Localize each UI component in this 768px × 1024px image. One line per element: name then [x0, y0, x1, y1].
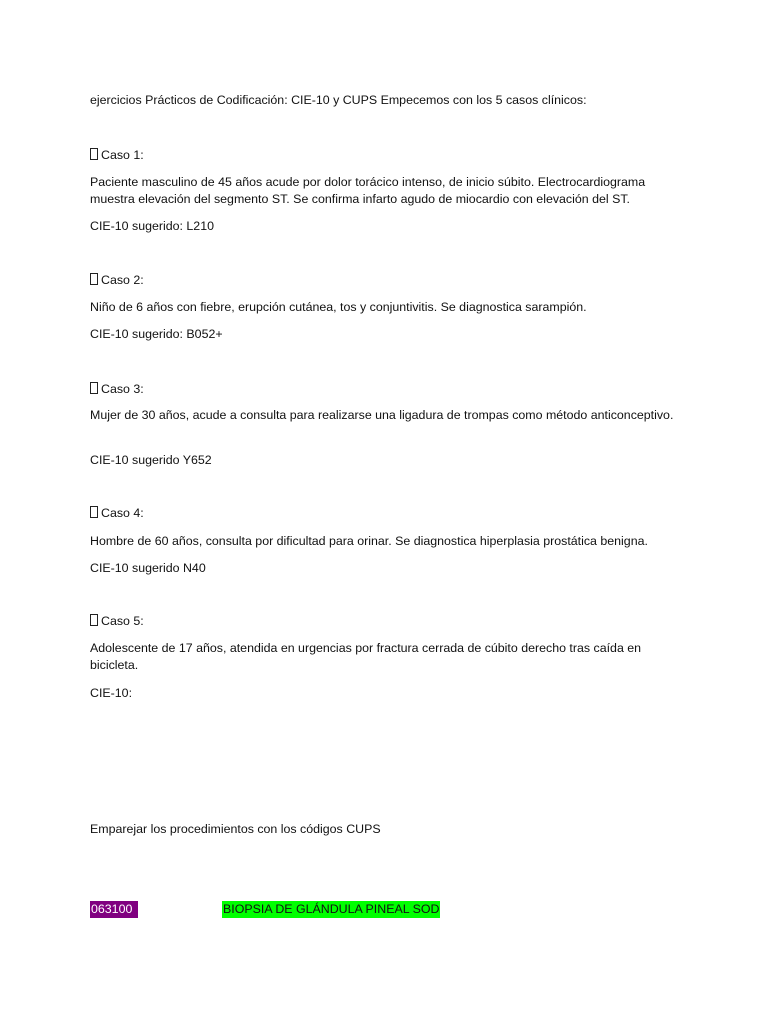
- case-2-description: Niño de 6 años con fiebre, erupción cutánea, tos y conjuntivitis. Se diagnostica sarampión.: [90, 300, 587, 314]
- matching-instruction: Emparejar los procedimientos con los códigos CUPS: [90, 822, 381, 836]
- case-1-code-line: CIE-10 sugerido: L210: [90, 219, 214, 233]
- cups-code-cell: 063100: [90, 901, 138, 918]
- case-1-heading: [90, 147, 680, 164]
- case-5-heading-label: Caso 5:: [101, 614, 144, 628]
- missing-glyph-icon: [90, 382, 98, 394]
- case-5-code-line: CIE-10:: [90, 686, 133, 700]
- case-1-heading-label: Caso 1:: [101, 148, 144, 162]
- cups-procedure-cell: BIOPSIA DE GLÁNDULA PINEAL SOD: [223, 902, 440, 916]
- case-5-heading: [90, 613, 680, 630]
- case-4-heading-label: Caso 4:: [101, 506, 144, 520]
- case-1-description: Paciente masculino de 45 años acude por dolor torácico intenso, de inicio súbito. Electrocardiograma muestra elevación del segmento ST. Se confirma infarto agudo de miocardio con elevación del ST.: [90, 175, 646, 206]
- case-4-description: Hombre de 60 años, consulta por dificultad para orinar. Se diagnostica hiperplasia prostática benigna.: [90, 534, 648, 548]
- case-3-heading: [90, 381, 680, 398]
- case-3-description: Mujer de 30 años, acude a consulta para realizarse una ligadura de trompas como método anticonceptivo.: [90, 408, 674, 422]
- case-2-code-line: CIE-10 sugerido: B052+: [90, 327, 223, 341]
- missing-glyph-icon: [90, 614, 98, 626]
- missing-glyph-icon: [90, 273, 98, 285]
- case-4-heading: [90, 505, 680, 522]
- missing-glyph-icon: [90, 148, 98, 160]
- missing-glyph-icon: [90, 506, 98, 518]
- case-5-description: Adolescente de 17 años, atendida en urgencias por fractura cerrada de cúbito derecho tras caída en bicicleta.: [90, 641, 642, 672]
- case-3-heading-label: Caso 3:: [101, 382, 144, 396]
- case-2-heading: [90, 272, 680, 289]
- case-4-code-line: CIE-10 sugerido N40: [90, 561, 206, 575]
- intro-text: ejercicios Prácticos de Codificación: CIE-10 y CUPS Empecemos con los 5 casos clínicos:: [90, 93, 587, 107]
- case-2-heading-label: Caso 2:: [101, 273, 144, 287]
- case-3-code-line: CIE-10 sugerido Y652: [90, 453, 212, 467]
